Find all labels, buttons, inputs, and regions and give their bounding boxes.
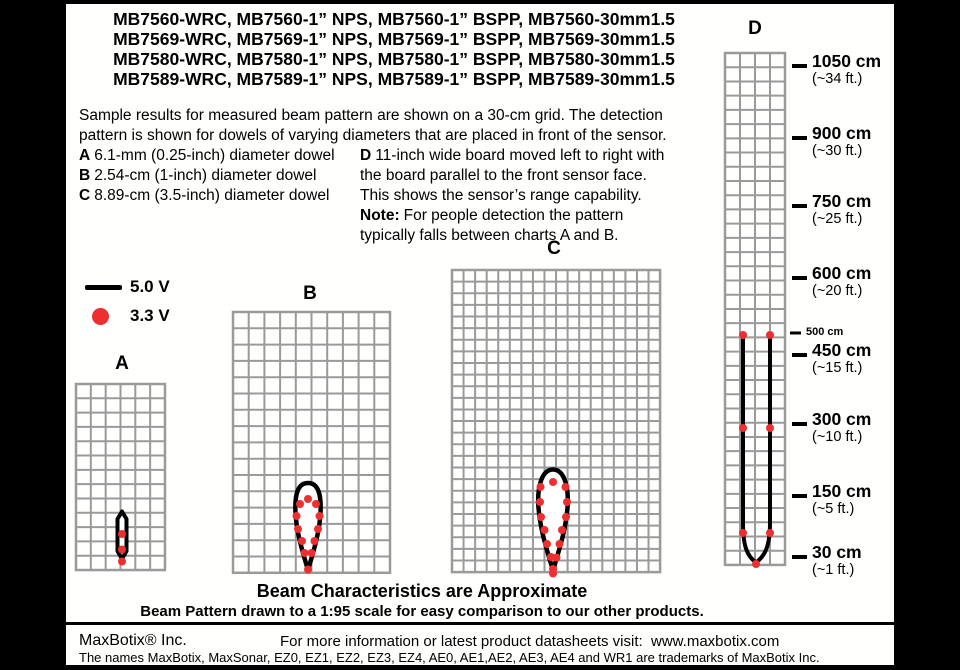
scale-tick-label <box>812 543 862 578</box>
scale-tick-label <box>812 264 871 299</box>
intro-paragraph <box>79 106 667 146</box>
chart-a-label: A <box>115 353 129 374</box>
dowel-text: 6.1-mm (0.25-inch) diameter dowel <box>94 147 335 164</box>
scale-ft-value: (~15 ft.) <box>812 360 863 376</box>
scale-cm-value: 1050 cm <box>812 51 882 71</box>
footer-info-text: For more information or latest product datasheets visit: www.maxbotix.com <box>280 633 780 650</box>
scale-ft-value: (~20 ft.) <box>812 283 863 299</box>
chart-d-description <box>360 146 664 246</box>
dowel-item-b <box>79 166 335 186</box>
d-note-line: D 11-inch wide board moved left to right with <box>360 147 665 164</box>
d-note-line: This shows the sensor’s range capability. <box>360 187 642 204</box>
title-line: MB7560-WRC, MB7560-1” NPS, MB7560-1” BSPP, MB7560-30mm1.5 <box>113 9 675 29</box>
legend-5v-label: 5.0 V <box>130 277 170 296</box>
title-line: MB7589-WRC, MB7589-1” NPS, MB7589-1” BSPP, MB7589-30mm1.5 <box>113 69 675 89</box>
page-background <box>66 4 894 665</box>
scale-tick-label <box>806 326 843 338</box>
scale-ft-value: (~34 ft.) <box>812 71 863 87</box>
approx-note: Beam Characteristics are Approximate <box>256 581 588 601</box>
legend-3v-label: 3.3 V <box>130 306 170 325</box>
scale-tick-label <box>812 341 871 376</box>
dowel-item-c <box>79 186 335 206</box>
dowel-text: 2.54-cm (1-inch) diameter dowel <box>94 167 317 184</box>
scale-ft-value: (~1 ft.) <box>812 562 855 578</box>
footer-divider <box>66 622 894 625</box>
product-title-block <box>78 9 710 89</box>
title-line: MB7580-WRC, MB7580-1” NPS, MB7580-1” BSPP, MB7580-30mm1.5 <box>113 49 675 69</box>
scale-cm-value: 500 cm <box>806 326 844 338</box>
dowel-letter: C <box>79 187 91 204</box>
scale-tick-label <box>812 482 871 517</box>
chart-b-label: B <box>303 283 317 304</box>
scale-ft-value: (~25 ft.) <box>812 211 863 227</box>
company-name: MaxBotix® Inc. <box>79 632 187 649</box>
scale-cm-value: 750 cm <box>812 191 872 211</box>
d-note-letter: D <box>360 147 372 164</box>
d-note-line: the board parallel to the front sensor face. <box>360 167 647 184</box>
chart-d-label: D <box>748 18 762 39</box>
dowel-letter: A <box>79 147 91 164</box>
dowel-text: 8.89-cm (3.5-inch) diameter dowel <box>94 187 330 204</box>
intro-line: pattern is shown for dowels of varying diameters that are placed in front of the sensor. <box>79 127 667 144</box>
scale-cm-value: 450 cm <box>812 340 872 360</box>
legend-5v-line-icon <box>85 285 122 290</box>
scale-cm-value: 30 cm <box>812 542 862 562</box>
scale-ft-value: (~10 ft.) <box>812 429 863 445</box>
scale-cm-value: 150 cm <box>812 481 872 501</box>
dowel-item-a <box>79 146 335 166</box>
intro-line: Sample results for measured beam pattern are shown on a 30-cm grid. The detection <box>79 107 663 124</box>
legend-3v-dot-icon <box>92 308 109 325</box>
trademark-text: The names MaxBotix, MaxSonar, EZ0, EZ1, EZ2, EZ3, EZ4, AE0, AE1,AE2, AE3, AE4 and WR1 are trademarks of MaxBotix Inc. <box>79 650 820 665</box>
d-note-line: Note: For people detection the pattern <box>360 207 624 224</box>
scale-tick-label <box>812 192 871 227</box>
scale-tick-label <box>812 124 871 159</box>
scale-tick-label <box>812 410 871 445</box>
note-label: Note: <box>360 207 400 224</box>
dowel-letter: B <box>79 167 91 184</box>
title-line: MB7569-WRC, MB7569-1” NPS, MB7569-1” BSPP, MB7569-30mm1.5 <box>113 29 675 49</box>
d-note-line: typically falls between charts A and B. <box>360 227 619 244</box>
scale-note: Beam Pattern drawn to a 1:95 scale for easy comparison to our other products. <box>140 603 704 620</box>
scale-tick-label <box>812 52 881 87</box>
scale-ft-value: (~5 ft.) <box>812 501 855 517</box>
scale-cm-value: 600 cm <box>812 263 872 283</box>
scale-ft-value: (~30 ft.) <box>812 143 863 159</box>
scale-cm-value: 300 cm <box>812 409 872 429</box>
chart-c-label: C <box>547 238 561 259</box>
dowel-legend-list <box>79 146 335 206</box>
scale-cm-value: 900 cm <box>812 123 872 143</box>
